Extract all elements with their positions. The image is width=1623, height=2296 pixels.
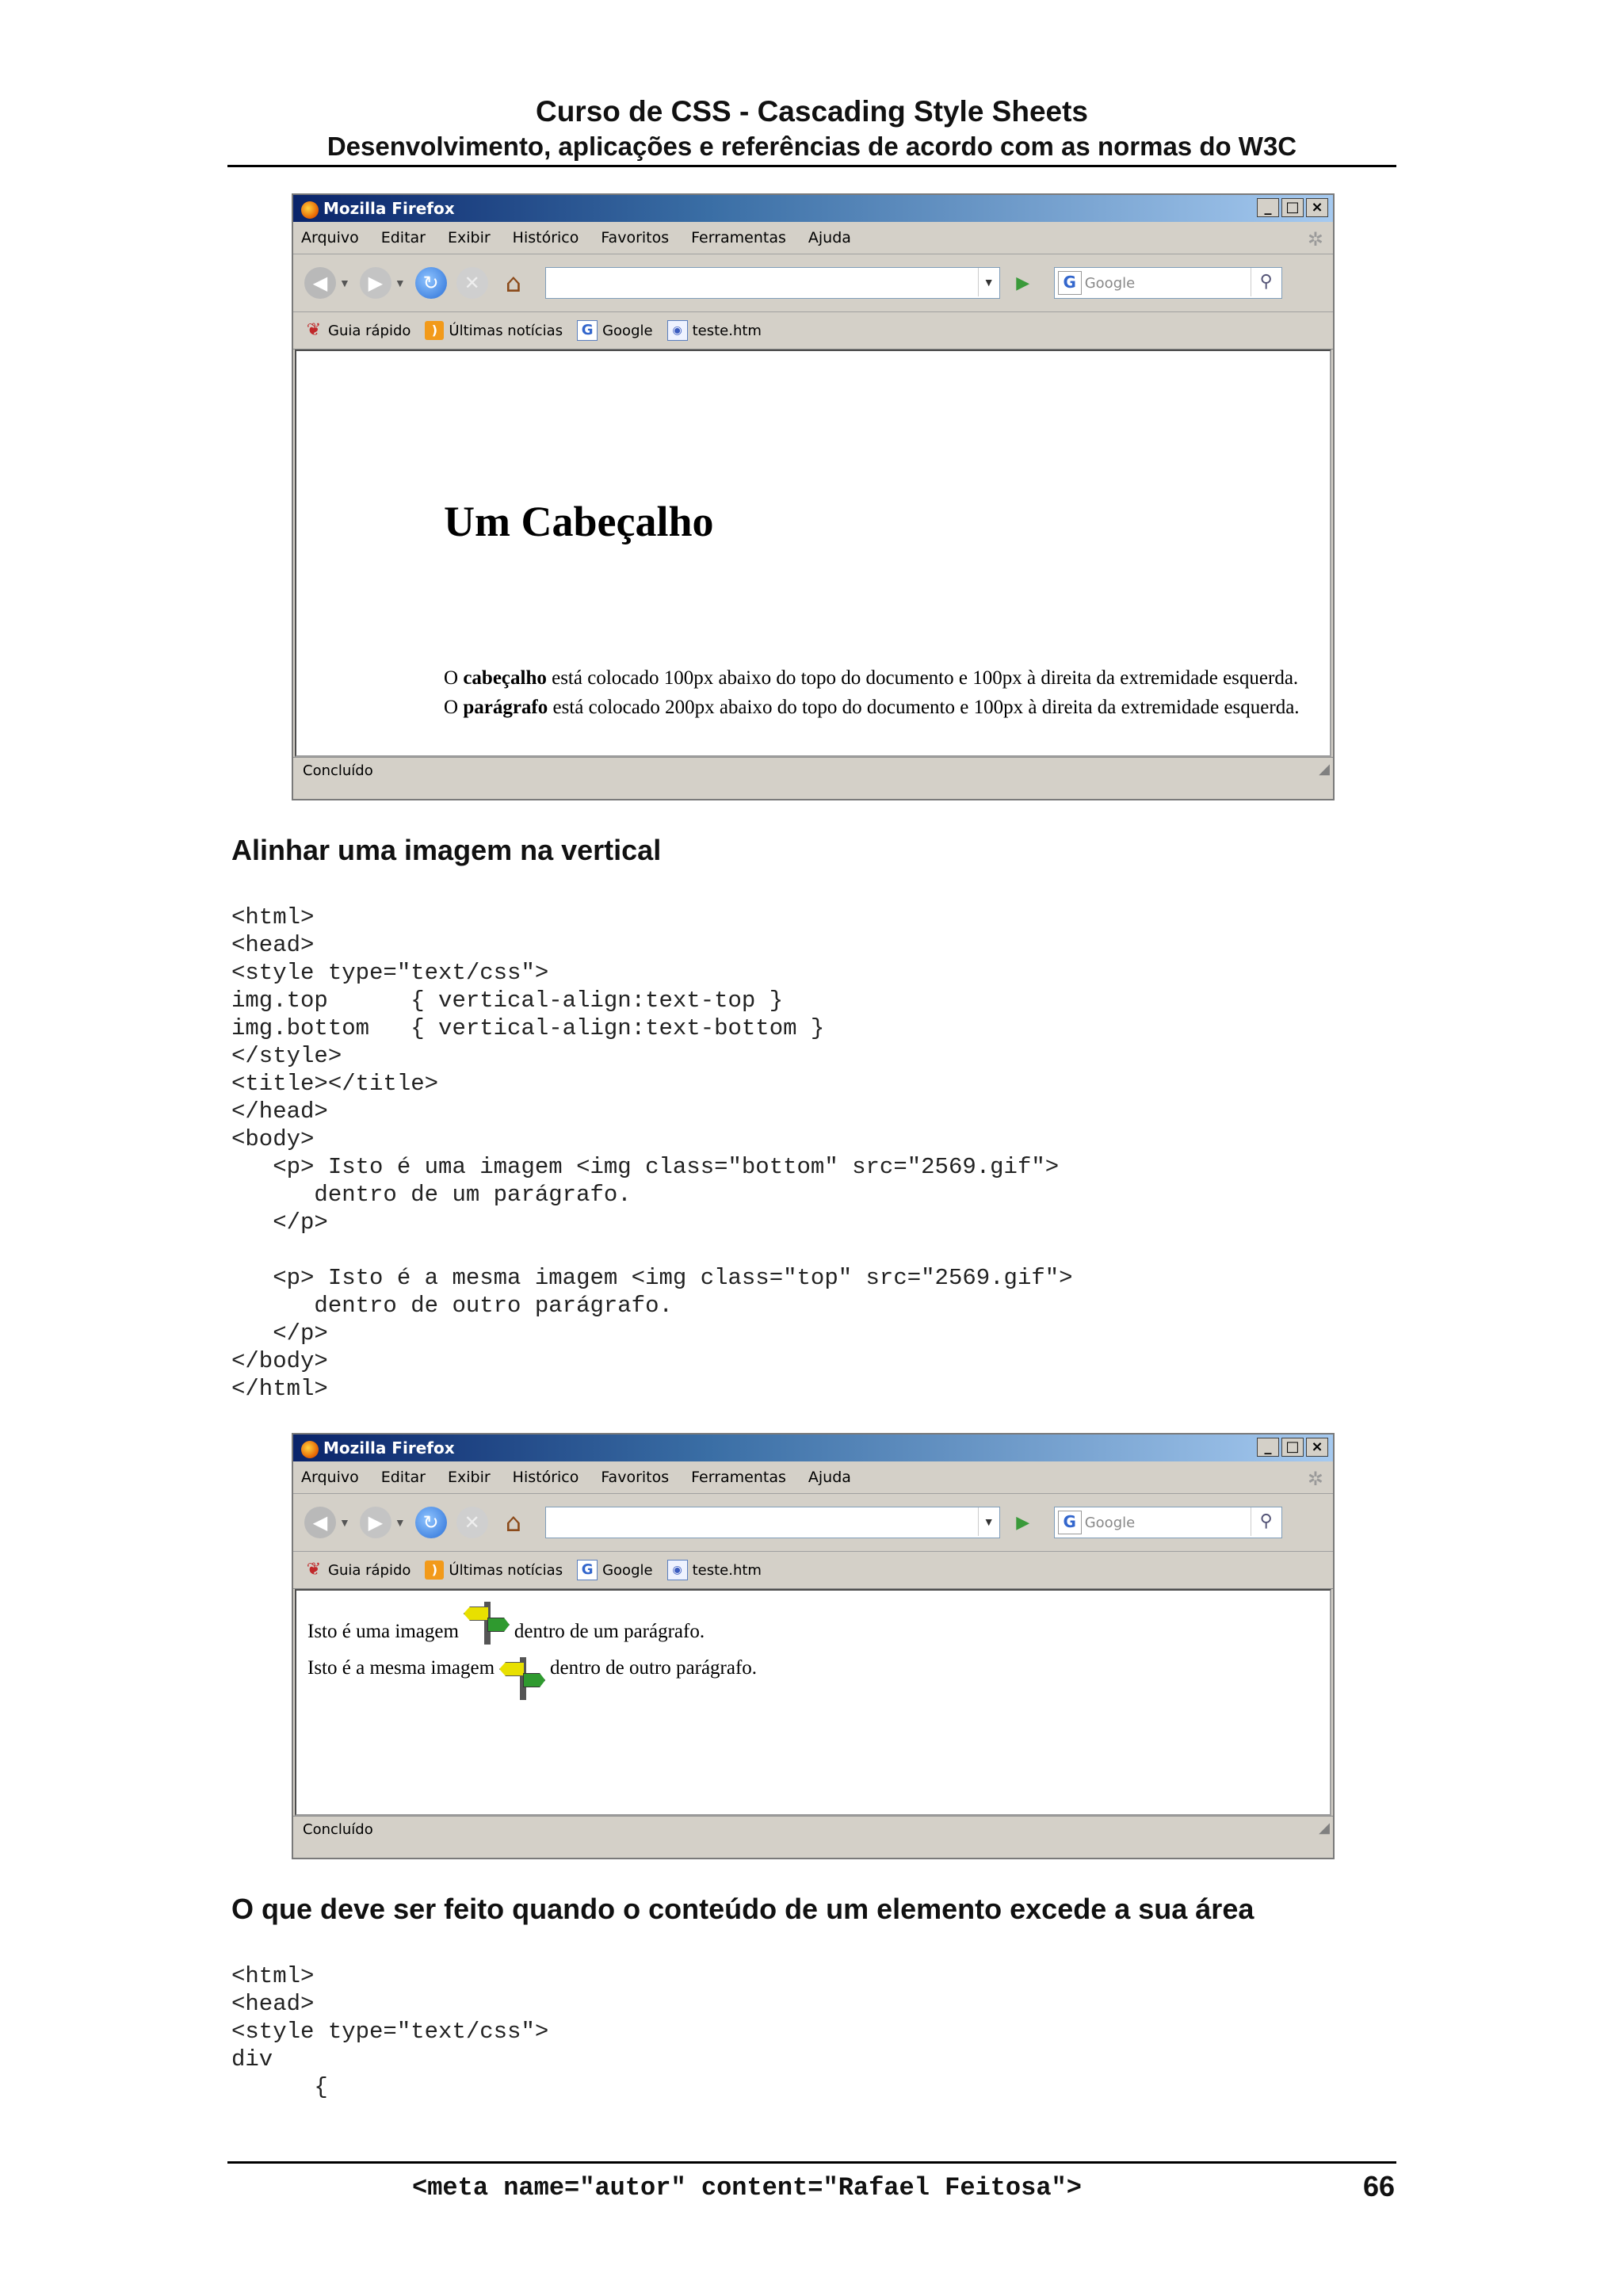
status-text: Concluído — [303, 762, 373, 779]
rss-icon: ) — [425, 1561, 444, 1580]
url-input[interactable] — [545, 1507, 1000, 1538]
chevron-down-icon[interactable]: ▼ — [978, 268, 999, 296]
maximize-button[interactable]: □ — [1281, 1438, 1304, 1457]
demo-heading: Um Cabeçalho — [444, 498, 714, 545]
bookmark-label: Guia rápido — [328, 322, 411, 339]
bookmarks-toolbar — [293, 312, 1333, 350]
bold-text: cabeçalho — [463, 667, 547, 689]
reload-icon[interactable]: ↻ — [415, 1507, 447, 1538]
bookmark-label: Últimas notícias — [449, 1561, 563, 1579]
bookmark-guia-rapido[interactable] — [304, 321, 411, 340]
go-icon[interactable]: ▶ — [1016, 273, 1030, 292]
home-icon[interactable]: ⌂ — [505, 268, 521, 298]
window-titlebar — [293, 195, 1333, 222]
url-input[interactable] — [545, 267, 1000, 299]
search-input[interactable] — [1054, 267, 1282, 299]
menu-item-historico[interactable]: Histórico — [512, 1469, 579, 1486]
window-title: Mozilla Firefox — [323, 1438, 455, 1457]
bookmark-teste[interactable] — [667, 320, 762, 341]
menu-item-ajuda[interactable]: Ajuda — [808, 229, 851, 246]
menu-item-historico[interactable]: Histórico — [512, 229, 579, 246]
text: está colocado 100px abaixo do topo do documento e 100px à direita da extremidade esquerda. O — [444, 667, 1299, 718]
throbber-icon: ✲ — [1307, 228, 1323, 250]
status-bar — [293, 757, 1333, 785]
home-icon[interactable]: ⌂ — [505, 1507, 521, 1538]
forward-icon[interactable]: ▶ — [360, 267, 391, 299]
menu-item-exibir[interactable]: Exibir — [447, 1469, 491, 1486]
chevron-down-icon[interactable]: ▼ — [978, 1507, 999, 1536]
google-icon: G — [577, 1560, 598, 1580]
demo-paragraph — [444, 663, 1316, 722]
minimize-button[interactable]: _ — [1257, 1438, 1279, 1457]
menu-item-ferramentas[interactable]: Ferramentas — [691, 1469, 786, 1486]
footer-divider — [227, 2161, 1396, 2164]
status-text: Concluído — [303, 1821, 373, 1838]
stop-icon[interactable]: ✕ — [456, 1507, 488, 1538]
google-icon[interactable]: G — [1058, 271, 1082, 295]
menu-bar — [293, 1461, 1333, 1494]
document-subtitle: Desenvolvimento, aplicações e referências de acordo com as normas do W3C — [327, 132, 1297, 161]
resize-grip-icon[interactable]: ◢ — [1319, 761, 1330, 777]
menu-item-arquivo[interactable]: Arquivo — [301, 229, 359, 246]
search-icon[interactable]: ⚲ — [1251, 1507, 1281, 1536]
firefox-icon: ❦ — [306, 1560, 322, 1580]
navigation-toolbar — [293, 254, 1333, 312]
firefox-icon: ❦ — [306, 320, 322, 340]
menu-item-editar[interactable]: Editar — [380, 1469, 426, 1486]
bookmark-label: teste.htm — [692, 1561, 762, 1579]
chevron-down-icon[interactable]: ▼ — [394, 277, 406, 289]
page-number: 66 — [1362, 2170, 1395, 2202]
browser-content-area — [295, 350, 1331, 757]
bookmark-ultimas-noticias[interactable] — [425, 1561, 563, 1580]
resize-grip-icon[interactable]: ◢ — [1319, 1820, 1330, 1836]
close-button[interactable]: × — [1306, 198, 1328, 217]
browser-content-area — [295, 1589, 1331, 1816]
bookmark-label: teste.htm — [692, 322, 762, 339]
signpost-image-icon — [499, 1656, 545, 1702]
window-title: Mozilla Firefox — [323, 199, 455, 218]
bold-text: parágrafo — [463, 697, 548, 718]
demo-line-top — [307, 1654, 757, 1703]
close-button[interactable]: × — [1306, 1438, 1328, 1457]
google-icon: G — [577, 320, 598, 341]
bookmark-label: Guia rápido — [328, 1561, 411, 1579]
minimize-button[interactable]: _ — [1257, 198, 1279, 217]
text: dentro de outro parágrafo. — [550, 1657, 758, 1679]
menu-item-ajuda[interactable]: Ajuda — [808, 1469, 851, 1486]
chevron-down-icon[interactable]: ▼ — [339, 277, 350, 289]
bookmark-guia-rapido[interactable] — [304, 1561, 411, 1580]
menu-bar — [293, 222, 1333, 254]
footer-text: <meta name="autor" content="Rafael Feitosa"> — [412, 2173, 1082, 2202]
search-icon[interactable]: ⚲ — [1251, 268, 1281, 296]
signpost-image-icon — [464, 1600, 510, 1646]
back-icon[interactable]: ◀ — [304, 1507, 336, 1538]
header-divider — [227, 165, 1396, 167]
navigation-toolbar — [293, 1494, 1333, 1552]
menu-item-arquivo[interactable]: Arquivo — [301, 1469, 359, 1486]
window-controls — [1257, 198, 1328, 217]
go-icon[interactable]: ▶ — [1016, 1512, 1030, 1532]
browser-window-2 — [292, 1433, 1335, 1859]
firefox-logo-icon — [301, 201, 319, 219]
reload-icon[interactable]: ↻ — [415, 267, 447, 299]
bookmark-google[interactable] — [577, 320, 652, 341]
browser-window-1 — [292, 193, 1335, 800]
menu-item-favoritos[interactable]: Favoritos — [601, 229, 670, 246]
search-input[interactable] — [1054, 1507, 1282, 1538]
text: dentro de um parágrafo. — [514, 1621, 705, 1642]
bookmark-label: Google — [602, 322, 653, 339]
forward-icon[interactable]: ▶ — [360, 1507, 391, 1538]
bookmark-google[interactable] — [577, 1560, 652, 1580]
chevron-down-icon[interactable]: ▼ — [394, 1516, 406, 1529]
bookmark-ultimas-noticias[interactable] — [425, 321, 563, 340]
search-placeholder: Google — [1084, 274, 1136, 292]
section-heading-vertical-align: Alinhar uma imagem na vertical — [231, 834, 662, 866]
window-controls — [1257, 1438, 1328, 1457]
text: Isto é uma imagem — [307, 1621, 459, 1642]
section-heading-overflow: O que deve ser feito quando o conteúdo de um elemento excede a sua área — [231, 1893, 1254, 1925]
google-icon[interactable]: G — [1058, 1511, 1082, 1534]
back-icon[interactable]: ◀ — [304, 267, 336, 299]
search-placeholder: Google — [1084, 1514, 1136, 1531]
page-icon: ◉ — [667, 320, 688, 341]
code-block-1: <html> <head> <style type="text/css"> img.top { vertical-align:text-top } img.bottom { vertical-align:text-bottom } </style> <title></title> </head> <body> <p> Isto é uma imagem <img class="bottom" src="2569.gif"> dentro de um parágrafo. </p> <p> Isto é a mesma imagem <img class="top" src="2569.gif"> dentro de outro parágrafo. </p> </body> </html> — [231, 904, 1073, 1402]
maximize-button[interactable]: □ — [1281, 198, 1304, 217]
document-title: Curso de CSS - Cascading Style Sheets — [535, 95, 1089, 128]
firefox-logo-icon — [301, 1441, 319, 1458]
menu-item-exibir[interactable]: Exibir — [447, 229, 491, 246]
chevron-down-icon[interactable]: ▼ — [339, 1516, 350, 1529]
text: Isto é a mesma imagem — [307, 1657, 495, 1679]
text: está colocado 200px abaixo do topo do documento e 100px à direita da extremidade esquerda. — [548, 697, 1300, 718]
bookmark-teste[interactable] — [667, 1560, 762, 1580]
throbber-icon: ✲ — [1307, 1468, 1323, 1490]
rss-icon: ) — [425, 321, 444, 340]
page-icon: ◉ — [667, 1560, 688, 1580]
menu-item-editar[interactable]: Editar — [380, 229, 426, 246]
bookmark-label: Google — [602, 1561, 653, 1579]
menu-item-favoritos[interactable]: Favoritos — [601, 1469, 670, 1486]
stop-icon[interactable]: ✕ — [456, 267, 488, 299]
text: O — [444, 667, 464, 689]
status-bar — [293, 1816, 1333, 1843]
bookmarks-toolbar — [293, 1552, 1333, 1589]
page-header — [227, 94, 1396, 163]
bookmark-label: Últimas notícias — [449, 322, 563, 339]
demo-line-bottom — [307, 1599, 705, 1648]
code-block-2: <html> <head> <style type="text/css"> div { — [231, 1963, 549, 2100]
menu-item-ferramentas[interactable]: Ferramentas — [691, 229, 786, 246]
window-titlebar — [293, 1435, 1333, 1461]
